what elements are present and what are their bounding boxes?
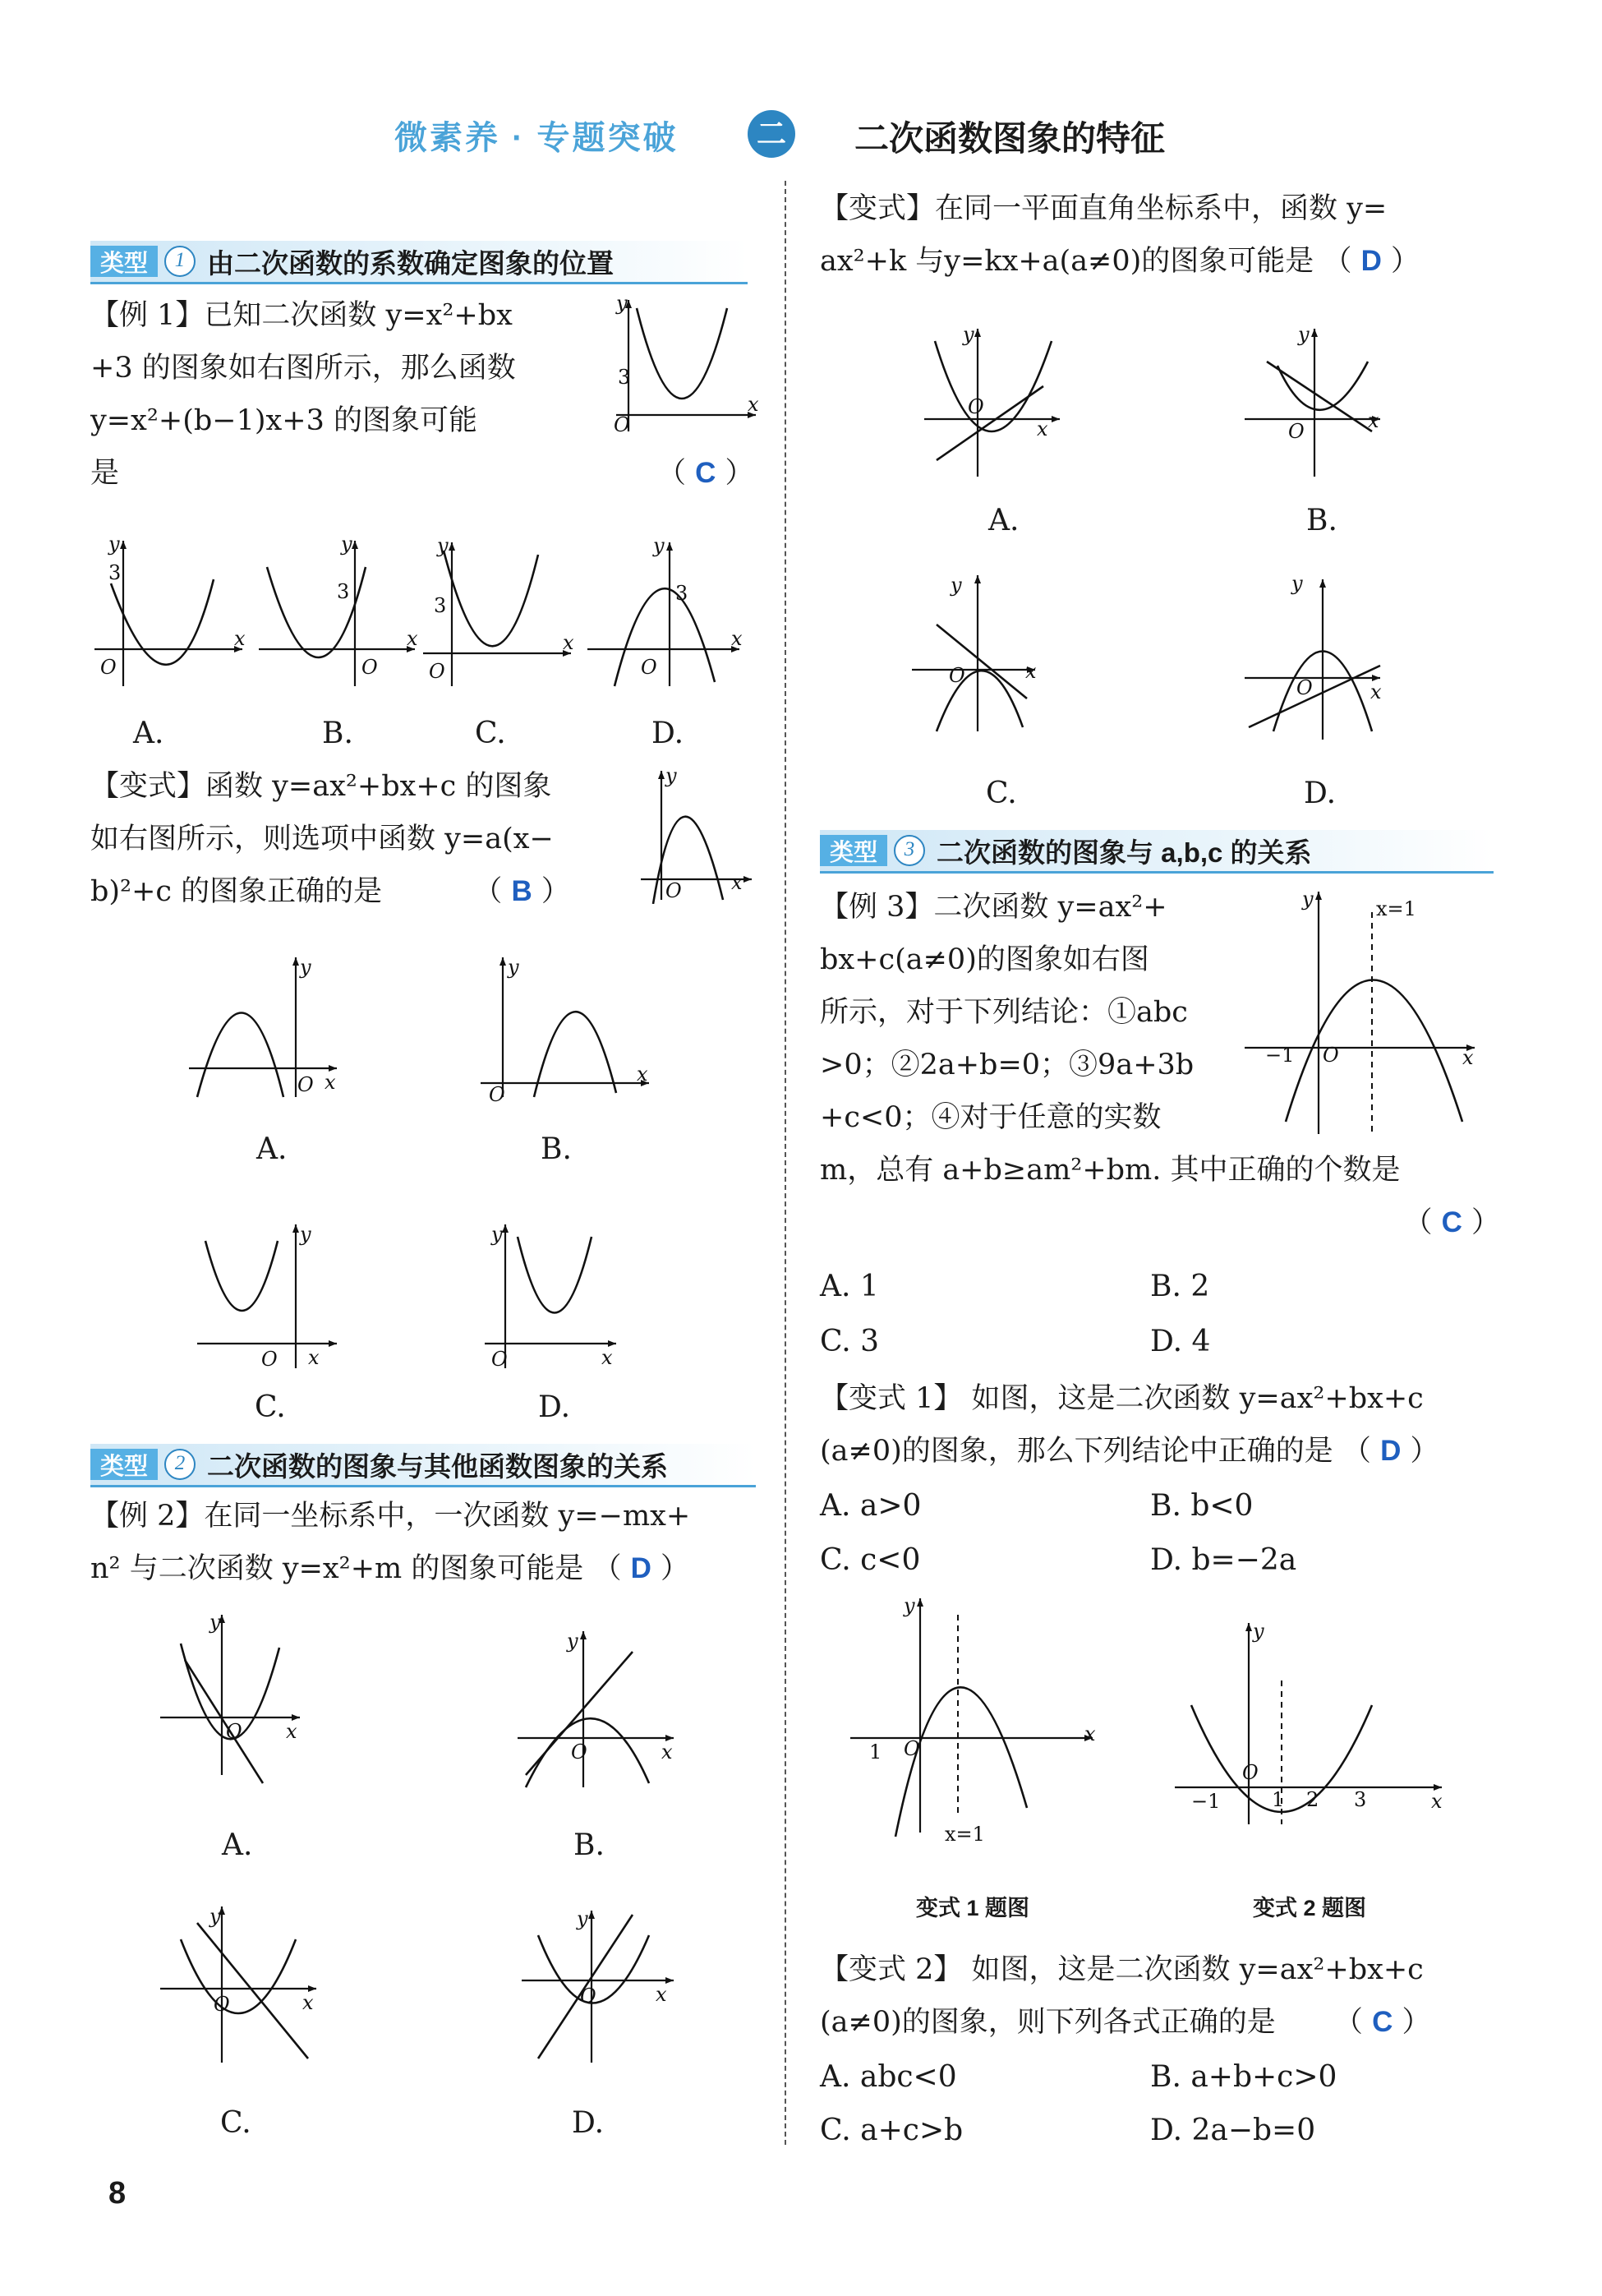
svg-text:x: x [407, 627, 418, 650]
svg-text:x: x [656, 1983, 667, 2006]
variation-graph-a [189, 956, 337, 1097]
section-number: 3 [894, 835, 925, 866]
ex2-option-graphs [148, 1611, 707, 2120]
svg-text:x: x [1370, 680, 1382, 703]
svg-text:y: y [963, 323, 974, 346]
svg-text:O: O [1242, 1761, 1259, 1784]
section-title: 二次函数的图象与 a,b,c 的关系 [937, 837, 1312, 868]
text-line: b)²+c 的图象正确的是 （ B ） [90, 875, 570, 908]
option-label: D. [572, 2106, 605, 2140]
svg-text:O: O [261, 1348, 278, 1371]
svg-text:3: 3 [337, 580, 350, 603]
svg-text:x: x [661, 1740, 673, 1763]
choice-label: D. 2a−b=0 [1150, 2114, 1316, 2147]
svg-text:x=1: x=1 [945, 1823, 985, 1846]
svg-text:O: O [361, 656, 378, 679]
ex1-graph-d [587, 534, 743, 686]
ex1-graph-c [423, 534, 574, 686]
header-badge: 二 [748, 110, 795, 158]
svg-text:3: 3 [618, 366, 631, 389]
svg-text:O: O [641, 656, 657, 679]
option-label: D. [651, 717, 684, 750]
option-label: B. [322, 717, 353, 750]
svg-text:3: 3 [434, 594, 447, 617]
svg-text:y: y [577, 1907, 588, 1930]
choice-label: B. a+b+c>0 [1150, 2060, 1337, 2094]
svg-text:−1: −1 [1265, 1044, 1295, 1067]
choice-label: B. 2 [1150, 1270, 1210, 1303]
svg-text:x: x [1025, 660, 1037, 683]
ex1-option-graphs [90, 534, 748, 698]
svg-text:y: y [491, 1223, 503, 1246]
right-variation-text [820, 182, 1502, 288]
ex2-graph-d [522, 1907, 674, 2063]
choice-label: D. b=−2a [1150, 1543, 1297, 1577]
section-title: 由二次函数的系数确定图象的位置 [207, 247, 615, 279]
text-line: （ C ） [1403, 1206, 1500, 1239]
text-line: 所示，对于下列结论：①abc [820, 996, 1188, 1029]
section-number: 1 [164, 246, 196, 277]
svg-text:x: x [1084, 1722, 1096, 1745]
svg-text:O: O [614, 413, 630, 436]
answer-value: D [630, 1552, 651, 1584]
text-line: m，总有 a+b≥am²+bm. 其中正确的个数是 [820, 1154, 1401, 1187]
ex2-graph-b [518, 1630, 674, 1787]
page-title: 二次函数图象的特征 [854, 119, 1166, 158]
svg-text:x: x [302, 1991, 314, 2014]
section-banner-3 [820, 830, 1494, 874]
section-tag: 类型 [90, 246, 158, 277]
svg-text:O: O [580, 1985, 596, 2008]
svg-text:3: 3 [675, 582, 688, 605]
text-line: 【变式】函数 y=ax²+bx+c 的图象 [90, 770, 552, 803]
variation-2-text [820, 1943, 1510, 2049]
svg-text:y: y [653, 534, 665, 557]
text-line: n² 与二次函数 y=x²+m 的图象可能是 （ D ） [90, 1552, 690, 1585]
answer-value: C [1372, 2006, 1393, 2038]
svg-text:O: O [949, 664, 965, 687]
ex2-graph-c [160, 1905, 316, 2063]
variation-reference-graph [633, 764, 756, 904]
svg-text:y: y [1291, 572, 1303, 595]
option-label: A. [222, 1828, 253, 1862]
option-label: A. [256, 1132, 288, 1166]
section-number: 2 [164, 1449, 196, 1480]
svg-text:O: O [904, 1737, 920, 1760]
choice-label: D. 4 [1150, 1325, 1211, 1358]
option-label: C. [220, 2106, 251, 2140]
svg-text:x=1: x=1 [1376, 897, 1416, 920]
text-line: y=x²+(b−1)x+3 的图象可能 [90, 404, 477, 437]
svg-text:y: y [616, 292, 628, 315]
svg-text:y: y [665, 764, 677, 787]
section-tag: 类型 [820, 835, 887, 866]
variation-text [90, 760, 649, 918]
svg-text:y: y [1253, 1620, 1264, 1643]
svg-text:y: y [209, 1611, 221, 1634]
svg-text:O: O [1323, 1044, 1339, 1067]
choice-label: A. a>0 [820, 1489, 922, 1523]
answer-value: B [511, 875, 532, 907]
svg-text:1: 1 [869, 1740, 882, 1763]
figure-caption: 变式 1 题图 [916, 1896, 1030, 1920]
svg-text:O: O [1288, 420, 1305, 443]
svg-text:y: y [300, 1223, 311, 1246]
section-banner-2 [90, 1444, 756, 1487]
text-line: +c<0；④对于任意的实数 [820, 1101, 1162, 1134]
text-line: 【变式 1】 如图，这是二次函数 y=ax²+bx+c [820, 1382, 1424, 1415]
choice-label: C. 3 [820, 1325, 880, 1358]
svg-text:x: x [1368, 409, 1379, 432]
text-line: 【变式 2】 如图，这是二次函数 y=ax²+bx+c [820, 1953, 1424, 1986]
answer-value: C [695, 457, 716, 489]
option-label: B. [573, 1828, 605, 1862]
option-label: D. [1304, 777, 1337, 810]
right-graph-b [1245, 323, 1380, 477]
choice-label: A. abc<0 [820, 2060, 957, 2094]
svg-text:x: x [731, 627, 743, 650]
svg-text:x: x [1037, 417, 1048, 440]
column-divider [785, 181, 786, 2145]
svg-text:y: y [1298, 323, 1310, 346]
svg-text:x: x [234, 627, 246, 650]
section-tag: 类型 [90, 1449, 158, 1480]
svg-text:x: x [748, 393, 759, 416]
text-line: (a≠0)的图象，则下列各式正确的是 （ C ） [820, 2006, 1431, 2039]
text-line: bx+c(a≠0)的图象如右图 [820, 943, 1149, 976]
svg-text:x: x [731, 871, 743, 894]
option-label: A. [133, 717, 164, 750]
figure-caption: 变式 2 题图 [1253, 1896, 1367, 1920]
series-title: 微素养 · 专题突破 [394, 120, 679, 156]
option-label: B. [1306, 504, 1337, 537]
ex1-graph-a [94, 534, 246, 686]
svg-text:O: O [226, 1720, 242, 1743]
svg-text:O: O [214, 1993, 230, 2016]
answer-value: D [1380, 1435, 1402, 1467]
svg-text:O: O [571, 1740, 587, 1763]
svg-text:O: O [968, 395, 984, 418]
svg-text:O: O [489, 1083, 505, 1106]
svg-text:y: y [567, 1630, 578, 1653]
svg-text:y: y [904, 1594, 915, 1617]
svg-text:y: y [209, 1905, 221, 1928]
variation-1-figure [846, 1594, 1109, 1857]
variation-graph-d [485, 1223, 616, 1371]
svg-text:O: O [665, 879, 682, 902]
variation-1-text [820, 1372, 1510, 1478]
right-graph-a [924, 323, 1060, 477]
text-line: (a≠0)的图象，那么下列结论中正确的是 （ D ） [820, 1435, 1439, 1468]
answer-value: C [1441, 1206, 1462, 1238]
example-2-text [90, 1490, 764, 1595]
section-title: 二次函数的图象与其他函数图象的关系 [207, 1450, 669, 1482]
text-line: ax²+k 与y=kx+a(a≠0)的图象可能是 （ D ） [820, 245, 1420, 278]
svg-text:y: y [108, 534, 120, 556]
example-1-text [90, 289, 600, 500]
svg-text:−1: −1 [1191, 1790, 1221, 1813]
svg-text:O: O [100, 656, 117, 679]
svg-text:x: x [286, 1720, 297, 1743]
choice-label: A. 1 [820, 1270, 879, 1303]
text-line: 【例 1】已知二次函数 y=x²+bx [90, 299, 513, 332]
text-line: +3 的图象如右图所示，那么函数 [90, 352, 516, 385]
option-label: D. [538, 1390, 571, 1424]
variation-option-graphs [173, 945, 682, 1372]
variation-2-figure [1167, 1615, 1446, 1845]
ex2-graph-a [160, 1611, 300, 1783]
variation-graph-c [197, 1223, 337, 1371]
svg-text:x: x [325, 1071, 336, 1094]
svg-text:O: O [1296, 676, 1313, 699]
choice-label: C. c<0 [820, 1543, 921, 1577]
option-label: B. [541, 1132, 572, 1166]
option-label: C. [986, 777, 1017, 810]
text-line: 【变式】在同一平面直角坐标系中，函数 y= [820, 192, 1388, 225]
svg-text:O: O [297, 1073, 314, 1096]
text-line: 是 [90, 457, 120, 490]
text-line: 如右图所示，则选项中函数 y=a(x− [90, 823, 554, 855]
svg-text:y: y [437, 534, 449, 557]
svg-text:y: y [951, 574, 962, 597]
svg-text:3: 3 [108, 561, 122, 584]
svg-text:x: x [1431, 1790, 1443, 1813]
svg-text:x: x [1462, 1046, 1474, 1069]
page-number: 8 [108, 2176, 127, 2211]
svg-text:y: y [300, 956, 311, 979]
svg-text:x: x [637, 1063, 648, 1086]
svg-text:x: x [563, 631, 574, 654]
svg-text:x: x [308, 1346, 320, 1369]
right-graph-c [912, 574, 1037, 731]
right-graph-d [1245, 572, 1382, 740]
choice-label: B. b<0 [1150, 1489, 1254, 1523]
example-3-graph [1241, 888, 1479, 1142]
text-line: 【例 2】在同一坐标系中，一次函数 y=−mx+ [90, 1500, 691, 1533]
text-line: 【例 3】二次函数 y=ax²+ [820, 891, 1167, 924]
svg-text:O: O [491, 1348, 508, 1371]
svg-text:2: 2 [1306, 1788, 1319, 1811]
option-label: C. [475, 717, 506, 750]
ex1-reference-graph [600, 292, 764, 436]
answer-value: D [1360, 245, 1382, 277]
svg-text:y: y [1302, 888, 1314, 911]
variation-graph-b [481, 956, 649, 1106]
page-header [386, 107, 1290, 164]
ex1-graph-b [259, 534, 418, 686]
svg-text:y: y [341, 534, 352, 556]
svg-text:3: 3 [1354, 1788, 1367, 1811]
answer-bracket: （ C ） [657, 457, 754, 490]
section-banner-1 [90, 241, 748, 284]
option-label: C. [255, 1390, 286, 1424]
svg-text:x: x [601, 1346, 613, 1369]
svg-text:y: y [508, 956, 519, 979]
svg-text:1: 1 [1272, 1788, 1285, 1811]
svg-text:O: O [429, 660, 445, 683]
choice-label: C. a+c>b [820, 2114, 964, 2147]
text-line: >0；②2a+b=0；③9a+3b [820, 1049, 1195, 1081]
option-label: A. [988, 504, 1020, 537]
